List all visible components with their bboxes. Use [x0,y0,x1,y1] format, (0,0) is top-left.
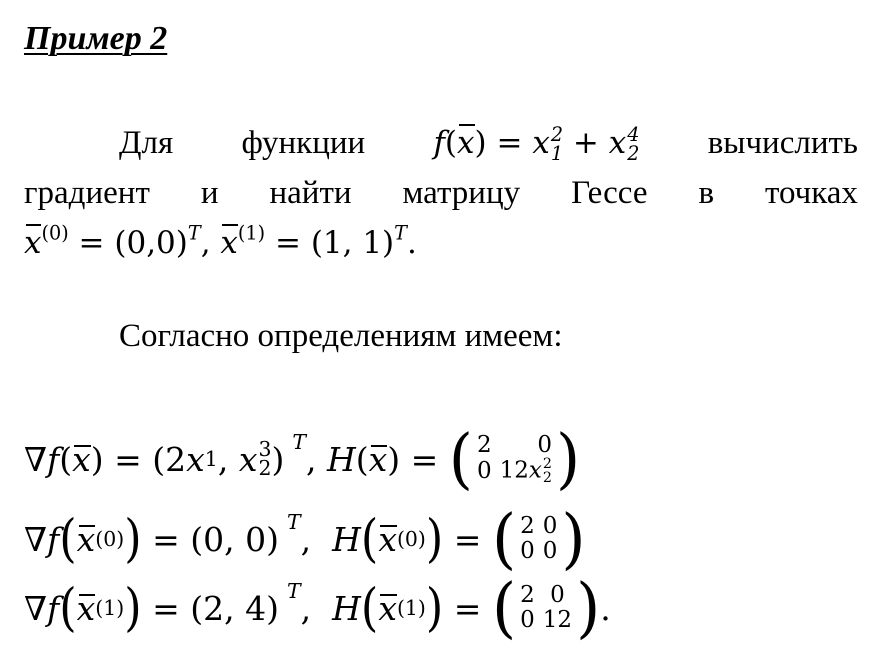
equation-general: ∇ f ( x ) = ( 2 x 1 , x 3 2 ) T , H ( x ) = ( 2 0 0 12x 2 2 ) [24,420,581,497]
hessian-matrix-general: ( 2 0 0 12x 2 2 ) [448,420,581,497]
word: матрицу [402,175,521,211]
task-paragraph [24,118,858,268]
nabla-symbol: ∇ [24,439,48,479]
task-points: $x^{(0)} = (0,0)^T$, $x^{(1)} = (1$, 1)$^T$. [24,218,858,268]
equation-point-0: ∇ f ( x (0) ) = (0, 0) T , H ( x (0) ) = ( 2 0 0 0 ) [24,500,586,577]
nabla-symbol: ∇ [24,588,48,628]
task-line-2 [24,168,858,218]
word: функции [241,125,366,161]
example-heading: Пример 2 [24,20,168,57]
equation-point-1: ∇ f ( x (1) ) = (2, 4) T , H ( x (1) ) = ( 2 0 0 12 ) . [24,569,611,646]
hessian-matrix-point-1: ( 2 0 0 12 ) [491,569,601,646]
function-definition: f(x) = x 2 1 + x 4 2 [433,118,639,168]
word: найти [269,175,352,211]
word: в [698,175,715,211]
word: Для [119,125,174,161]
hessian-matrix-point-0: ( 2 0 0 0 ) [491,500,586,577]
word: и [200,175,219,211]
word: точках [765,175,858,211]
intro-text: Согласно определениям имеем: [119,318,563,354]
word: Гессе [571,175,648,211]
word: вычислить [707,125,858,161]
task-line-1 [24,118,858,168]
nabla-symbol: ∇ [24,519,48,559]
word: градиент [24,175,150,211]
